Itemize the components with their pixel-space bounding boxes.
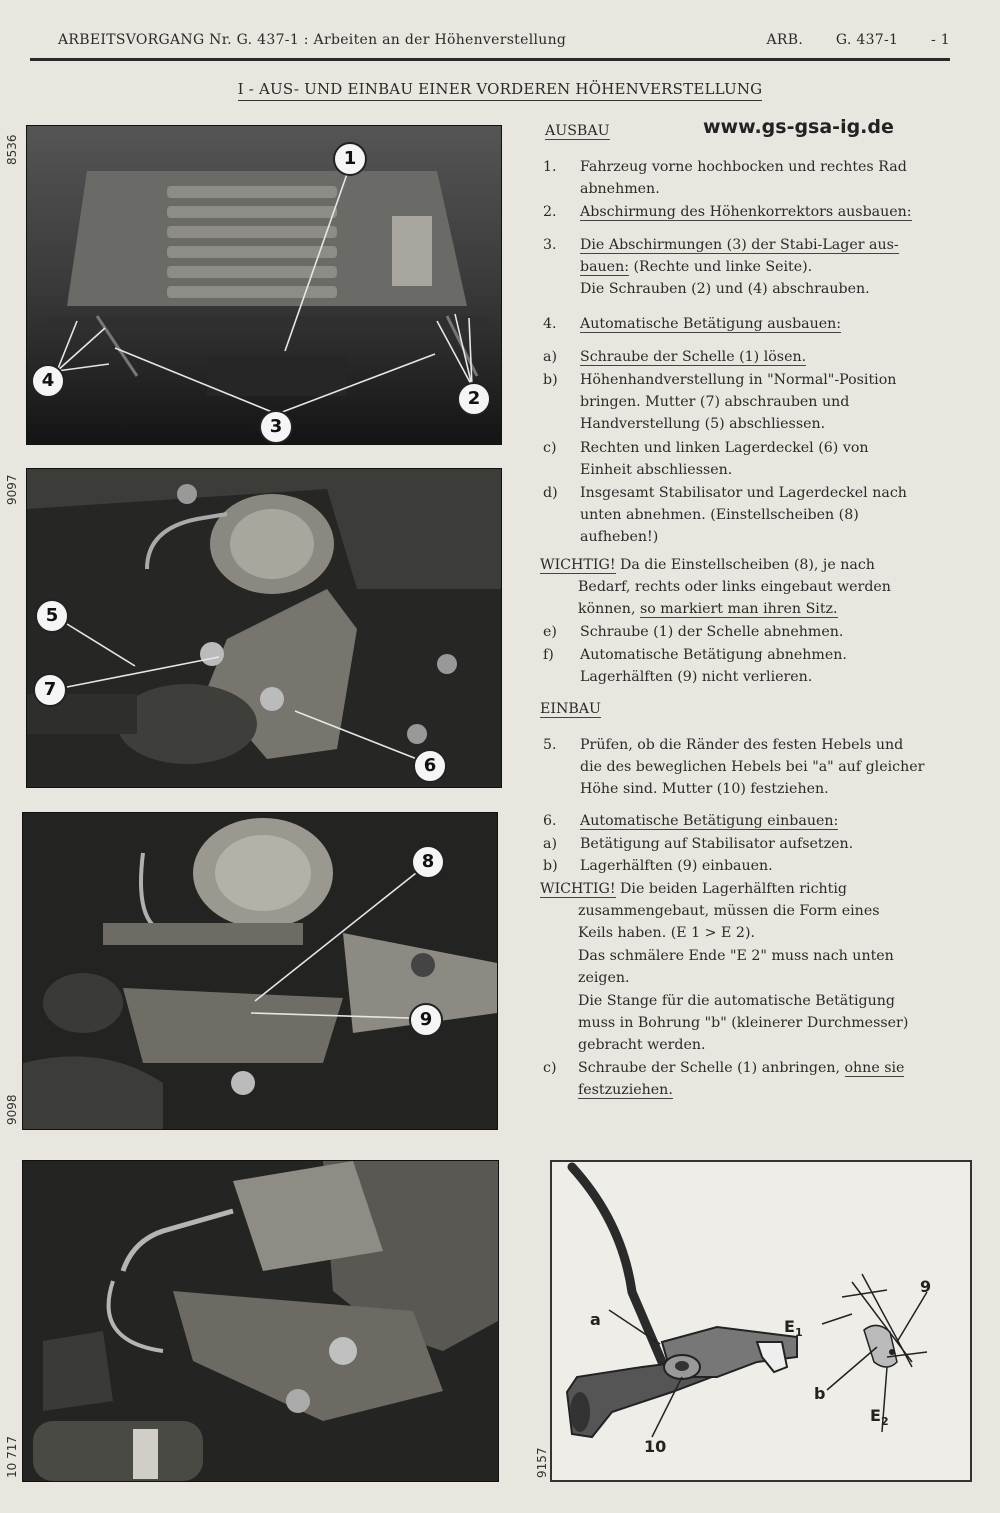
- substep-label: b): [543, 858, 558, 874]
- label-9: 9: [920, 1277, 932, 1296]
- step-number: 3.: [543, 237, 557, 253]
- wichtig-label: WICHTIG!: [540, 557, 616, 573]
- step-text: Prüfen, ob die Ränder des festen Hebels und die des beweglichen Hebels bei "a" auf gleicher Höhe sind. Mutter (10) festziehen.: [580, 737, 925, 797]
- callout-4: 4: [31, 364, 65, 398]
- step-number: 1.: [543, 159, 557, 175]
- callout-7: 7: [33, 673, 67, 707]
- step-text: Automatische Betätigung ausbauen:: [580, 316, 842, 332]
- substep-label: a): [543, 836, 557, 852]
- photo-stabilizer-bearing: [22, 812, 498, 1130]
- substep-text: Höhenhandverstellung in "Normal"-Position bringen. Mutter (7) abschrauben und Handverstellung (5) abschliessen.: [580, 372, 897, 432]
- callout-3: 3: [259, 410, 293, 444]
- substep-text: Schraube der Schelle (1) lösen.: [580, 349, 807, 365]
- substep-text: Lagerhälften (9) einbauen.: [580, 858, 773, 874]
- substep-label: b): [543, 372, 558, 388]
- figure-number-8536: 8536: [5, 134, 19, 165]
- step-text: Die Abschirmungen (3) der Stabi-Lager aus-: [580, 237, 899, 253]
- photo-installed-assembly: [22, 1160, 499, 1482]
- label-10: 10: [644, 1437, 667, 1456]
- photo-front-underside: [26, 125, 502, 445]
- figure-number-9098: 9098: [5, 1094, 19, 1125]
- label-e2: $E_2$: [870, 1406, 889, 1429]
- substep-text: Automatische Betätigung abnehmen.: [580, 647, 847, 663]
- wichtig-label: WICHTIG!: [540, 881, 616, 897]
- substep-label: e): [543, 624, 557, 640]
- callout-1: 1: [333, 142, 367, 176]
- step-number: 4.: [543, 316, 557, 332]
- substep-text: Insgesamt Stabilisator und Lagerdeckel nach unten abnehmen. (Einstellscheiben (8) aufheben!): [580, 485, 907, 545]
- figure-number-9097: 9097: [5, 474, 19, 505]
- website-watermark: www.gs-gsa-ig.de: [703, 116, 894, 138]
- substep-label: f): [543, 647, 554, 663]
- substep-text: Schraube (1) der Schelle abnehmen.: [580, 624, 844, 640]
- step-number: 2.: [543, 204, 557, 220]
- page-header: [30, 30, 950, 54]
- figure-number-10717: 10 717: [5, 1436, 19, 1478]
- step-text: Abschirmung des Höhenkorrektors ausbauen:: [580, 204, 912, 220]
- substep-label: c): [543, 440, 557, 456]
- substep-text: Betätigung auf Stabilisator aufsetzen.: [580, 836, 854, 852]
- figure-number-9157: 9157: [535, 1447, 549, 1478]
- step-number: 6.: [543, 813, 557, 829]
- callout-8: 8: [411, 845, 445, 879]
- header-right: [739, 32, 950, 48]
- callout-5: 5: [35, 599, 69, 633]
- substep-text: Rechten und linken Lagerdeckel (6) von Einheit abschliessen.: [580, 440, 869, 478]
- callout-2: 2: [457, 382, 491, 416]
- label-b: b: [814, 1384, 826, 1403]
- header-page-number: - 1: [931, 32, 950, 48]
- einbau-heading: EINBAU: [540, 701, 602, 717]
- photo-height-adjuster: [26, 468, 502, 788]
- header-arb: ARB.: [766, 32, 804, 48]
- substep-label: d): [543, 485, 558, 501]
- step-text: Automatische Betätigung einbauen:: [580, 813, 839, 829]
- ausbau-heading: AUSBAU: [545, 123, 610, 139]
- bearing-diagram: [550, 1160, 972, 1482]
- callout-9: 9: [409, 1003, 443, 1037]
- section-title: I - AUS- UND EINBAU EINER VORDEREN HÖHENVERSTELLUNG: [0, 80, 1000, 98]
- step-number: 5.: [543, 737, 557, 753]
- header-title: ARBEITSVORGANG Nr. G. 437-1 : Arbeiten an der Höhenverstellung: [58, 32, 567, 48]
- label-e1: $E_1$: [784, 1317, 803, 1340]
- callout-6: 6: [413, 749, 447, 783]
- header-rule: [30, 58, 950, 61]
- substep-label: a): [543, 349, 557, 365]
- instructions-column: AUSBAU 1. Fahrzeug vorne hochbocken und rechtes Rad abnehmen. 2. Abschirmung des Höhenkorrektors ausbauen: 3. Die Abschirmungen (3) der Stabi-Lager aus- bauen: (Rechte und linke Seite). Die Schrauben (2) und (4) abschrauben. 4. Automatische Betätigung ausbauen: a) Schraube der Schelle (1) lösen. b) Höhenhandverstellung in "Normal"-Position bringen. Mutter (7) abschrauben und Handverstellung (5) abschliessen. c) Rechten und linken Lagerdeckel (6) von Einheit abschliessen. d) Insgesamt Stabilisator und Lagerdeckel nach unten abnehmen. (Einstellscheiben (8) aufheben!) WICHTIG! Da die Einstellscheiben (8), je nach Bedarf, rechts oder links eingebaut werden können, so markiert man ihren Sitz. e) Schraube (1) der Schelle abnehmen. f) Automatische Betätigung abnehmen. Lagerhälften (9) nicht verlieren. EINBAU 5. Prüfen, ob die Ränder des festen Hebels und die des beweglichen Hebels bei "a" auf gleicher Höhe sind. Mutter (10) festziehen. 6. Automatische Betätigung einbauen: a) Betätigung auf Stabilisator aufsetzen. b) Lagerhälften (9) einbauen. WICHTIG! Die beiden Lagerhälften richtig zusammengebaut, müssen die Form eines Keils haben. (E 1 > E 2). Das schmälere Ende "E 2" muss nach unten zeigen. Die Stange für die automatische Betätigung muss in Bohrung "b" (kleinerer Durchmesser) gebracht werden. c) Schraube der Schelle (1) anbringen, ohne sie festzuziehen.: [540, 120, 940, 1120]
- header-code: G. 437-1: [835, 32, 899, 48]
- substep-label: c): [543, 1060, 557, 1076]
- label-a: a: [590, 1310, 601, 1329]
- step-text: Fahrzeug vorne hochbocken und rechtes Rad abnehmen.: [580, 159, 907, 197]
